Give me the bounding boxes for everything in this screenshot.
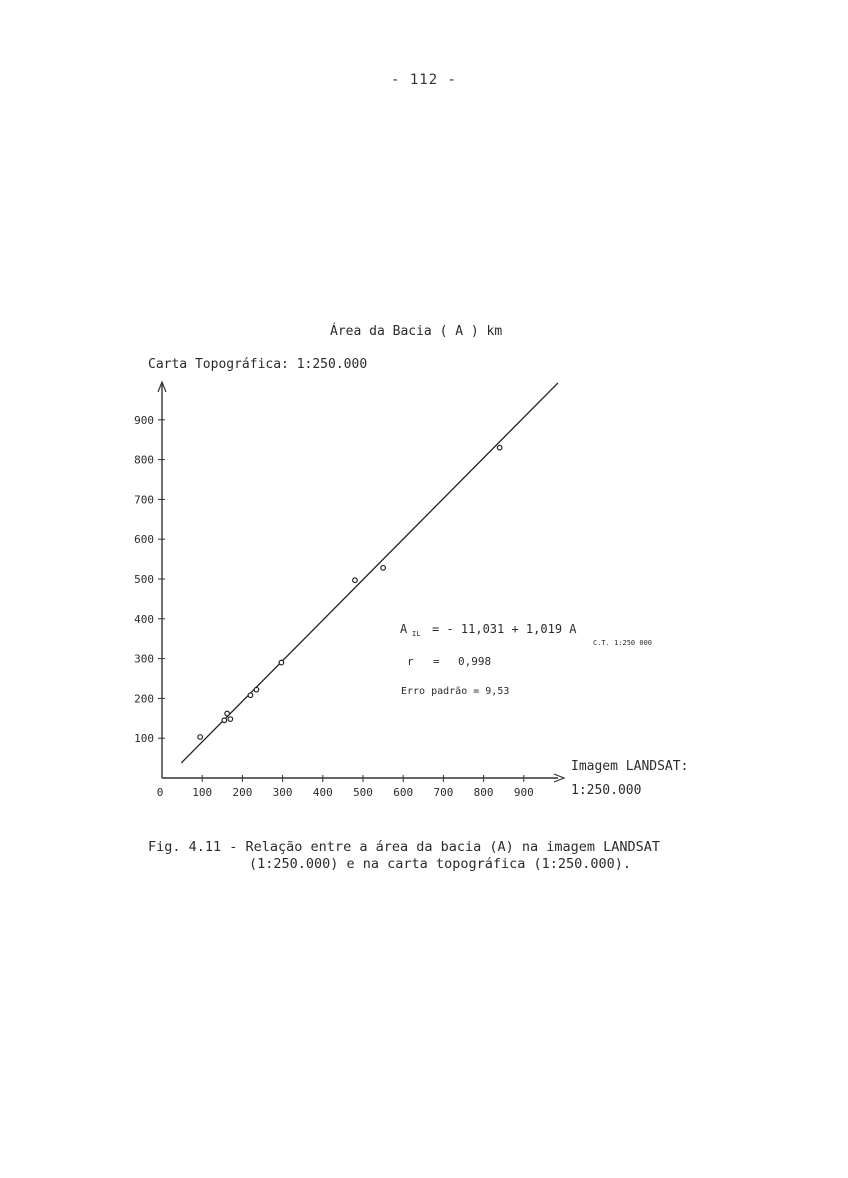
y-tick-label: 100	[134, 732, 154, 746]
equation-rhs-subscript: C.T. 1:250 000	[593, 639, 653, 647]
x-tick-label: 900	[513, 786, 534, 799]
standard-error: Erro padrão = 9,53	[401, 686, 510, 697]
x-axis-label-line1: Imagem LANDSAT:	[571, 759, 689, 774]
caption-line1: Fig. 4.11 - Relação entre a área da bacia (A) na imagem LANDSAT	[148, 839, 661, 855]
data-point	[228, 717, 233, 722]
data-point	[198, 735, 203, 740]
y-tick-label: 700	[134, 493, 154, 507]
data-point	[497, 445, 502, 450]
equation-lhs: A	[400, 622, 408, 636]
caption-line2: (1:250.000) e na carta topográfica (1:250.000).	[249, 856, 632, 872]
data-point	[279, 660, 284, 665]
data-point	[248, 693, 253, 698]
page-number: - 112 -	[390, 72, 457, 88]
y-tick-label: 900	[134, 413, 154, 427]
x-tick-label: 100	[192, 786, 213, 799]
y-tick-label: 500	[134, 573, 154, 586]
regression-line	[181, 383, 558, 763]
y-tick-label: 300	[134, 652, 154, 666]
x-tick-label: 700	[433, 786, 454, 799]
x-tick-label: 300	[272, 786, 293, 799]
data-point	[353, 578, 358, 583]
equation-rhs: = - 11,031 + 1,019 A	[432, 622, 577, 636]
correlation-equals: =	[433, 655, 440, 668]
x-tick-label: 600	[393, 786, 414, 799]
y-tick-label: 600	[134, 533, 154, 547]
x-tick-label: 800	[473, 786, 494, 799]
correlation-label: r	[407, 655, 414, 668]
y-tick-label: 200	[134, 692, 154, 706]
equation-lhs-subscript: IL	[412, 630, 421, 638]
x-tick-label: 500	[353, 786, 373, 799]
x-origin-label: 0	[156, 786, 164, 799]
x-tick-label: 200	[232, 786, 253, 799]
x-axis-label-line2: 1:250.000	[571, 783, 642, 798]
y-tick-label: 400	[134, 612, 154, 626]
y-axis-label: Carta Topográfica: 1:250.000	[148, 357, 368, 372]
data-point	[381, 566, 386, 571]
data-point	[254, 687, 259, 692]
equation-annotation	[400, 622, 652, 697]
x-tick-label: 400	[312, 786, 333, 799]
data-point	[222, 718, 227, 723]
figure-caption	[148, 839, 748, 873]
chart-title: Área da Bacia ( A ) km	[330, 324, 503, 339]
correlation-value: 0,998	[458, 655, 492, 668]
data-point	[225, 711, 230, 716]
y-tick-label: 800	[134, 453, 154, 467]
